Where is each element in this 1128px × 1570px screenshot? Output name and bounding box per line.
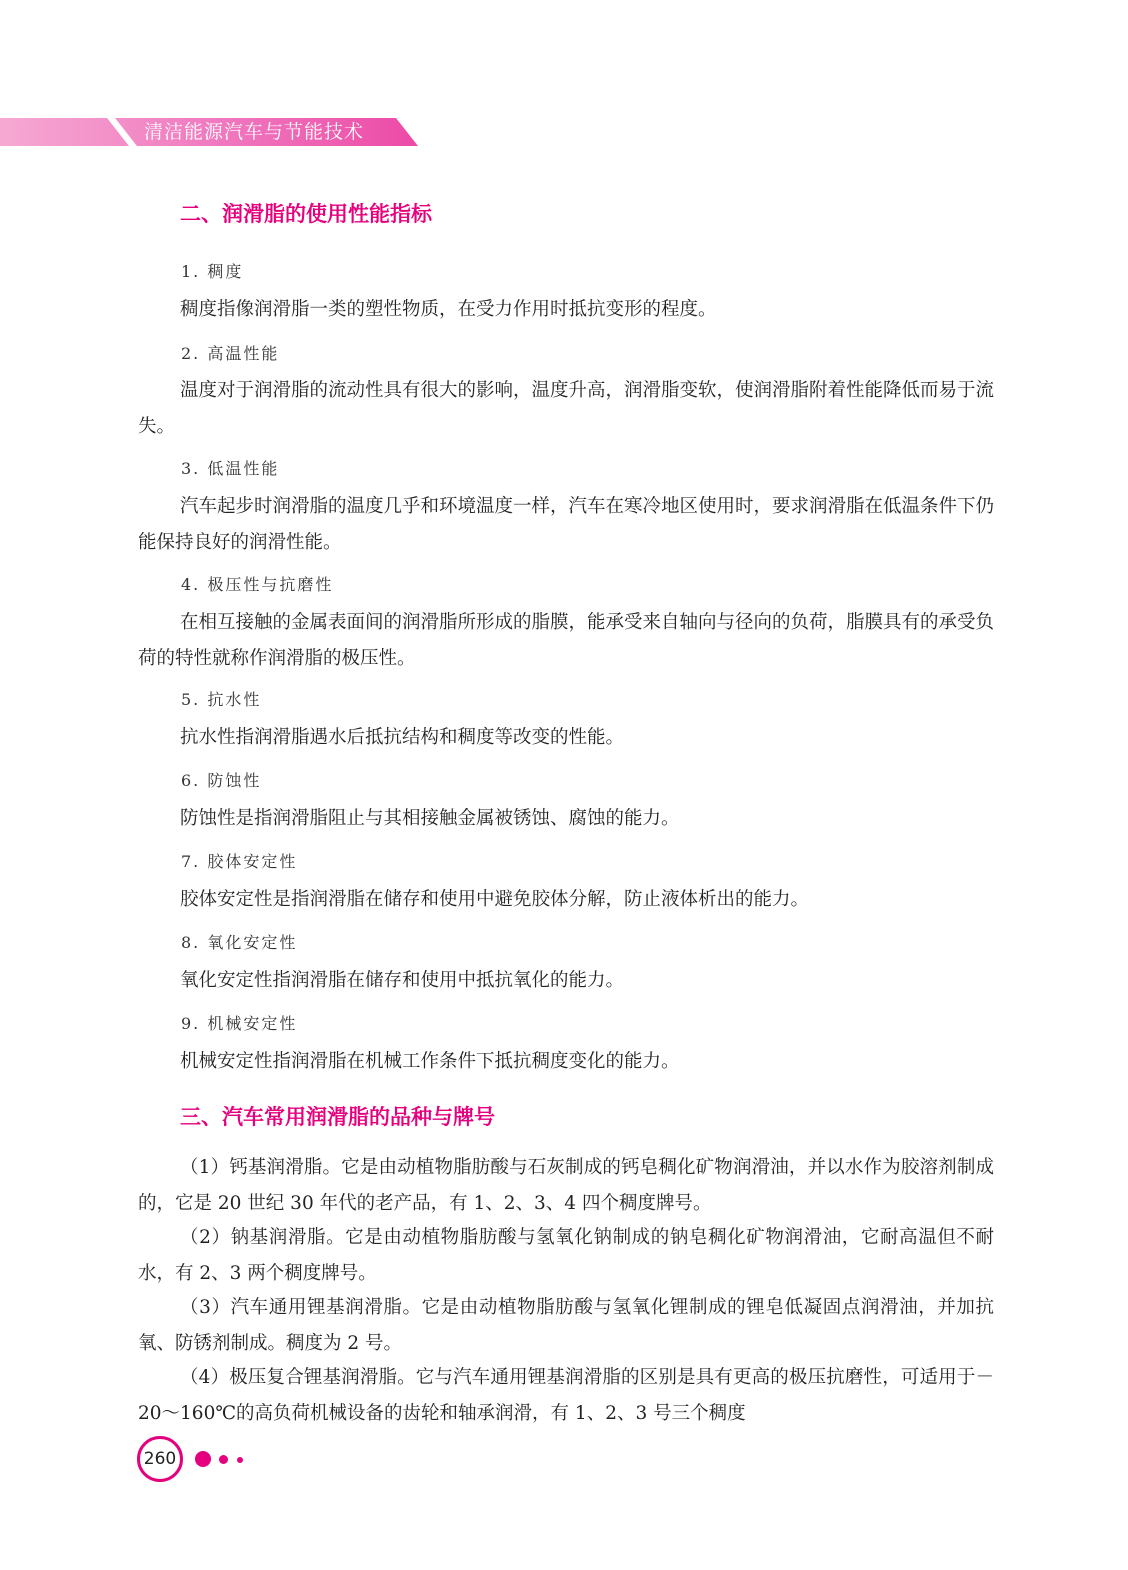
item-text-1: 稠度指像润滑脂一类的塑性物质，在受力作用时抵抗变形的程度。 <box>180 299 717 320</box>
item-title-9: 9. 机械安定性 <box>181 1014 298 1033</box>
page-number: 260 <box>137 1436 183 1482</box>
item-text-3: 汽车起步时润滑脂的温度几乎和环境温度一样，汽车在寒冷地区使用时，要求润滑脂在低温条件下仍能保持良好的润滑性能。 <box>138 496 995 553</box>
item-text-2: 温度对于润滑脂的流动性具有很大的影响，温度升高，润滑脂变软，使润滑脂附着性能降低而易于流失。 <box>138 380 995 437</box>
decorative-dot-small <box>237 1457 243 1463</box>
section-heading-2: 二、润滑脂的使用性能指标 <box>180 202 432 226</box>
grease-paragraph-1: （1）钙基润滑脂。它是由动植物脂肪酸与石灰制成的钙皂稠化矿物润滑油，并以水作为胶溶剂制成的，它是 20 世纪 30 年代的老产品，有 1、2、3、4 四个稠度牌号。 <box>138 1157 994 1214</box>
item-text-5: 抗水性指润滑脂遇水后抵抗结构和稠度等改变的性能。 <box>180 727 625 748</box>
running-header-title: 清洁能源汽车与节能技术 <box>144 121 365 143</box>
item-title-8: 8. 氧化安定性 <box>181 933 298 952</box>
section-heading-3: 三、汽车常用润滑脂的品种与牌号 <box>180 1105 495 1129</box>
page-number-badge <box>137 1436 297 1484</box>
decorative-dot-large <box>195 1451 211 1467</box>
item-text-8: 氧化安定性指润滑脂在储存和使用中抵抗氧化的能力。 <box>180 970 625 991</box>
grease-paragraph-3: （3）汽车通用锂基润滑脂。它是由动植物脂肪酸与氢氧化锂制成的锂皂低凝固点润滑油，并加抗氧、防锈剂制成。稠度为 2 号。 <box>138 1297 994 1354</box>
item-text-4: 在相互接触的金属表面间的润滑脂所形成的脂膜，能承受来自轴向与径向的负荷，脂膜具有的承受负荷的特性就称作润滑脂的极压性。 <box>138 612 995 669</box>
item-text-9: 机械安定性指润滑脂在机械工作条件下抵抗稠度变化的能力。 <box>180 1051 680 1072</box>
decorative-dot-medium <box>219 1455 228 1464</box>
item-title-7: 7. 胶体安定性 <box>181 852 298 871</box>
item-title-5: 5. 抗水性 <box>181 690 262 709</box>
item-title-3: 3. 低温性能 <box>181 459 280 478</box>
item-title-2: 2. 高温性能 <box>181 344 280 363</box>
grease-paragraph-4: （4）极压复合锂基润滑脂。它与汽车通用锂基润滑脂的区别是具有更高的极压抗磨性，可适用于－20～160℃的高负荷机械设备的齿轮和轴承润滑，有 1、2、3 号三个稠度 <box>138 1367 994 1424</box>
item-text-7: 胶体安定性是指润滑脂在储存和使用中避免胶体分解，防止液体析出的能力。 <box>180 889 810 910</box>
header-stripe <box>107 118 137 146</box>
grease-paragraph-2: （2）钠基润滑脂。它是由动植物脂肪酸与氢氧化钠制成的钠皂稠化矿物润滑油，它耐高温但不耐水，有 2、3 两个稠度牌号。 <box>138 1227 994 1284</box>
item-title-4: 4. 极压性与抗磨性 <box>181 575 334 594</box>
item-title-6: 6. 防蚀性 <box>181 771 262 790</box>
item-title-1: 1. 稠度 <box>181 262 244 281</box>
item-text-6: 防蚀性是指润滑脂阻止与其相接触金属被锈蚀、腐蚀的能力。 <box>180 808 680 829</box>
